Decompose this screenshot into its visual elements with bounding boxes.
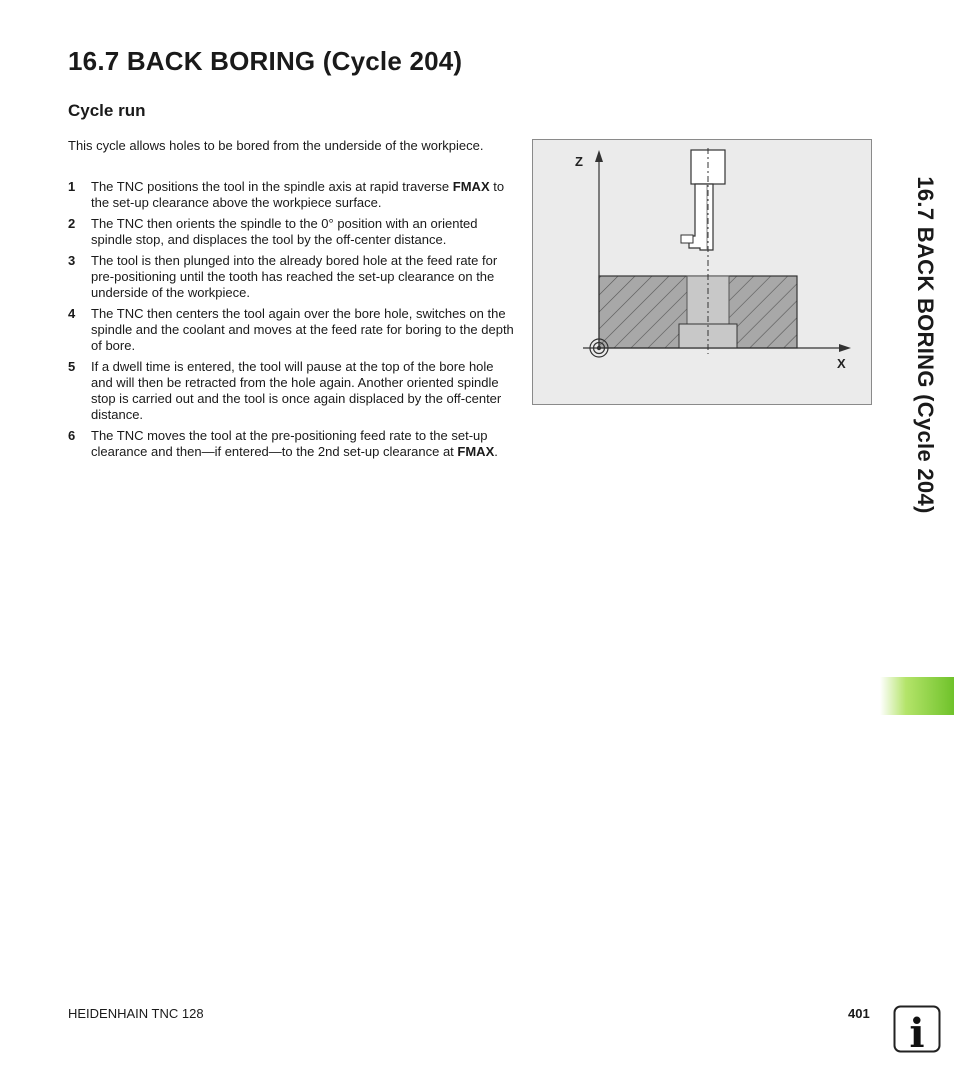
step-item — [68, 179, 514, 211]
z-axis-label: Z — [575, 154, 583, 169]
step-number: 3 — [68, 253, 76, 268]
step-text-tail: . — [494, 444, 498, 459]
step-text: The TNC moves the tool at the pre-positioning feed rate to the set-up clearance and then—if entered—to the 2nd set-up clearance at — [91, 428, 488, 459]
step-number: 5 — [68, 359, 76, 374]
footer-product: HEIDENHAIN TNC 128 — [68, 1006, 204, 1021]
step-number: 6 — [68, 428, 76, 443]
step-keyword: FMAX — [457, 444, 495, 459]
tool-cutter — [681, 235, 693, 243]
x-axis-arrow — [839, 344, 851, 352]
step-item — [68, 253, 514, 301]
step-item — [68, 428, 514, 460]
step-number: 4 — [68, 306, 76, 321]
cycle-run-heading: Cycle run — [68, 101, 146, 120]
info-icon-graphic — [893, 1005, 941, 1053]
step-item — [68, 306, 514, 354]
step-number: 1 — [68, 179, 76, 194]
cycle-steps-list — [68, 179, 514, 465]
step-text: The TNC then centers the tool again over the bore hole, switches on the spindle and the coolant and moves at the feed rate for boring to the depth of bore. — [91, 306, 514, 353]
step-item — [68, 216, 514, 248]
chapter-tab — [880, 677, 954, 715]
x-axis-label: X — [837, 356, 846, 371]
step-item — [68, 359, 514, 423]
side-running-title — [910, 40, 940, 650]
page-number: 401 — [848, 1006, 870, 1021]
step-text: The tool is then plunged into the already bored hole at the feed rate for pre-positioning until the tooth has reached the set-up clearance on the underside of the workpiece. — [91, 253, 498, 300]
step-keyword: FMAX — [452, 179, 490, 194]
intro-paragraph: This cycle allows holes to be bored from the underside of the workpiece. — [68, 138, 484, 153]
step-text: The TNC positions the tool in the spindle axis at rapid traverse — [91, 179, 453, 194]
step-number: 2 — [68, 216, 76, 231]
info-icon-glyph: i — [909, 1010, 925, 1053]
back-boring-figure — [532, 139, 872, 405]
section-title: 16.7 BACK BORING (Cycle 204) — [68, 46, 463, 76]
step-text-tail: to the set-up clearance above the workpiece surface. — [91, 179, 505, 210]
step-text: If a dwell time is entered, the tool will pause at the top of the bore hole and will then be retracted from the hole again. Another oriented spindle stop is carried out and the tool is once again displaced by the off-center distance. — [91, 359, 502, 422]
side-title-text: 16.7 BACK BORING (Cycle 204) — [913, 176, 938, 514]
step-text: The TNC then orients the spindle to the 0° position with an oriented spindle stop, and displaces the tool by the off-center distance. — [91, 216, 478, 247]
z-axis-arrow — [595, 150, 603, 162]
info-icon — [893, 1005, 941, 1053]
back-boring-diagram — [533, 140, 871, 404]
